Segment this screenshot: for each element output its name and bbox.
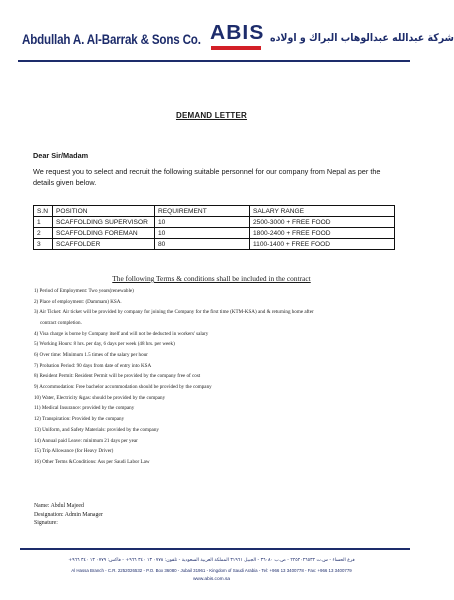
signatory-designation: Designation: Admin Manager (34, 511, 103, 518)
term-item (34, 448, 404, 454)
term-text: 9) Accommodation: Free bachelor accommodation should be provided by the company (34, 384, 212, 391)
term-item (34, 288, 404, 294)
footer-divider (20, 548, 410, 550)
cell-salary: 1100-1400 + FREE FOOD (250, 239, 395, 250)
term-item (34, 395, 404, 401)
term-text-continued: contract completion. (40, 319, 82, 326)
letterhead-footer (0, 548, 423, 600)
header-divider (18, 60, 410, 62)
logo-text: ABIS (210, 22, 265, 44)
document-title: DEMAND LETTER (175, 111, 248, 120)
term-item (34, 352, 404, 358)
table-row (34, 228, 395, 239)
cell-requirement: 10 (155, 228, 250, 239)
letterhead (0, 0, 454, 60)
term-text: 16) Other Terms &Conditions: Ass per Saudi Labor Law (34, 458, 150, 465)
company-name-english: Abdullah A. Al-Barrak & Sons Co. (22, 32, 201, 47)
header-cell-requirement: REQUIREMENT (155, 206, 250, 217)
cell-requirement: 10 (155, 217, 250, 228)
header-cell-sn: S.N (34, 206, 53, 217)
company-name-arabic: شركة عبدالله عبدالوهاب البراك و اولاده (270, 32, 454, 44)
intro-paragraph: We request you to select and recruit the following suitable personnel for our company from Nepal as per the details given below. (33, 167, 381, 187)
term-text: 13) Uniform, and Safety Materials: provided by the company (34, 426, 159, 433)
table-header-row (34, 206, 395, 217)
cell-salary: 2500-3000 + FREE FOOD (250, 217, 395, 228)
signature-label: Signature: (34, 520, 58, 526)
terms-heading: The following Terms & conditions shall be included in the contract (112, 274, 311, 283)
term-item (34, 416, 404, 422)
cell-position: SCAFFOLDING SUPERVISOR (53, 217, 155, 228)
term-item (34, 438, 404, 444)
term-item (34, 363, 404, 369)
term-text: 8) Resident Permit: Resident Permit will be provided by the company free of cost (34, 373, 201, 380)
footer-website: www.abis.com.sa (192, 577, 231, 582)
term-item (34, 427, 404, 433)
cell-salary: 1800-2400 + FREE FOOD (250, 228, 395, 239)
term-item (34, 341, 404, 347)
term-text: 12) Transpiration: Provided by the company (34, 416, 125, 423)
term-item (34, 299, 404, 305)
positions-table (33, 205, 395, 250)
table-row (34, 217, 395, 228)
term-item (34, 459, 404, 465)
cell-requirement: 80 (155, 239, 250, 250)
cell-position: SCAFFOLDER (53, 239, 155, 250)
header-cell-salary: SALARY RANGE (250, 206, 395, 217)
term-text: 5) Working Hours: 8 hrs. per day, 6 days per week (48 hrs. per week) (34, 341, 175, 348)
footer-address-english: Al Hassa Branch - C.R. 2252026532 - P.O. Box 36080 - Jubail 31961 - Kingdom of Saudi Arabia - Tel: +966 13 3400778 - Fax: +966 13 3400779 (71, 568, 352, 573)
salutation: Dear Sir/Madam (33, 151, 89, 160)
term-item (34, 331, 404, 337)
term-text: 4) Visa charge is borne by Company itself and will not be deducted in workers' salary (34, 330, 209, 337)
term-item (34, 373, 404, 379)
term-text: 14) Annual paid Leave: minimum 21 days per year (34, 437, 138, 444)
term-text: 10) Water, Electricity &gas: should be provided by the company (34, 394, 166, 401)
term-text: 11) Medical Insurance: provided by the company (34, 405, 135, 412)
term-text: 3) Air Ticket: Air ticket will be provided by company for joining the Company for the first time (KTM-KSA) and & returning home after (34, 309, 314, 316)
term-item (34, 309, 404, 326)
term-text: 15) Trip Allowance (for Heavy Driver) (34, 448, 114, 455)
cell-sn: 1 (34, 217, 53, 228)
cell-position: SCAFFOLDING FOREMAN (53, 228, 155, 239)
company-logo (210, 22, 265, 52)
cell-sn: 3 (34, 239, 53, 250)
cell-sn: 2 (34, 228, 53, 239)
term-item (34, 405, 404, 411)
term-item (34, 384, 404, 390)
terms-list (34, 288, 404, 465)
term-text: 1) Period of Employment: Two years(renewable) (34, 288, 134, 294)
term-text: 7) Probation Period: 90 days from date of entry into KSA (34, 362, 152, 369)
term-text: 6) Over time: Minimum 1.5 times of the salary per hour (34, 351, 148, 358)
footer-address-arabic: فرع الحساء - س.ت ٢٢٥٢٠٢٦٥٣٢ - ص.ب ٣٦٠٨٠ - الجبيل ٣١٩٦١ المملكة العربية السعودية - تلفون: ٠٧٧٨ ١٣ ٣٤٠ ٩٦٦+ - فاكس: ٠٧٧٩ ١٣ ٣٤٠ ٩٦٦+ (68, 558, 355, 563)
signatory-name: Name: Abdul Majeed (34, 503, 84, 509)
term-text: 2) Place of employment: (Dammam) KSA. (34, 298, 122, 305)
signature-block (34, 502, 103, 528)
logo-accent-bar (211, 46, 261, 50)
header-cell-position: POSITION (53, 206, 155, 217)
table-row (34, 239, 395, 250)
